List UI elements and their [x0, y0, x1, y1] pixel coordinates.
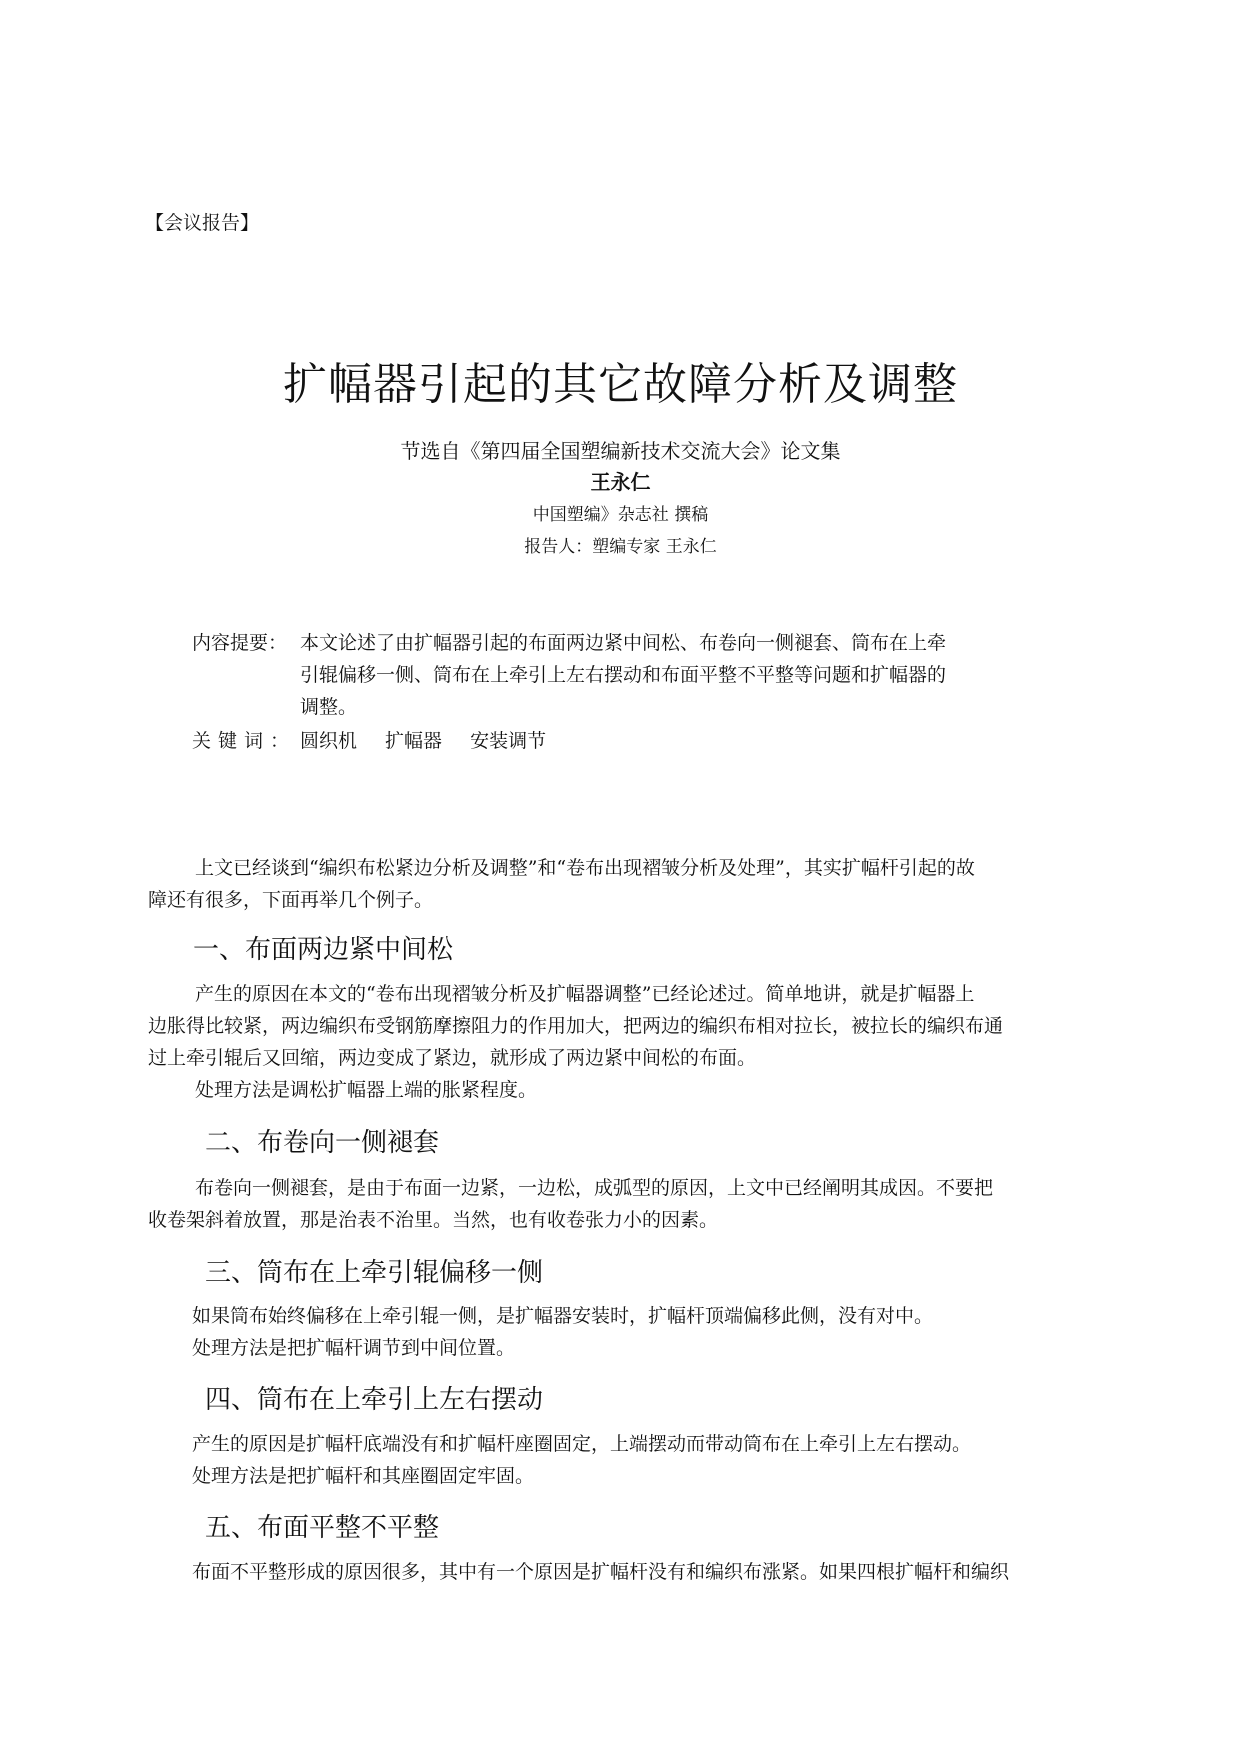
article-title: 扩幅器引起的其它故障分析及调整: [283, 359, 958, 410]
section-heading: 一、布面两边紧中间松: [193, 935, 454, 965]
abstract-label: 内容提要：: [192, 632, 288, 654]
article-source: 节选自《第四届全国塑编新技术交流大会》论文集: [400, 439, 841, 463]
body-line: 上文已经谈到“编织布松紧边分析及调整”和“卷布出现褶皱分析及处理”，其实扩幅杆引起的故: [195, 857, 975, 879]
reporter: 报告人：塑编专家 王永仁: [524, 537, 717, 557]
body-line: 布卷向一侧褪套，是由于布面一边紧，一边松，成弧型的原因，上文中已经阐明其成因。不要把: [195, 1177, 994, 1199]
author-name: 王永仁: [590, 470, 651, 494]
body-line: 处理方法是把扩幅杆和其座圈固定牢固。: [192, 1465, 535, 1487]
keywords-label: 关键词：: [192, 730, 297, 752]
section-heading: 五、布面平整不平整: [205, 1513, 440, 1543]
abstract-line: 本文论述了由扩幅器引起的布面两边紧中间松、布卷向一侧褪套、筒布在上牵: [300, 632, 947, 654]
body-line: 如果筒布始终偏移在上牵引辊一侧，是扩幅器安装时，扩幅杆顶端偏移此侧，没有对中。: [192, 1305, 934, 1327]
section-heading: 二、布卷向一侧褪套: [205, 1128, 440, 1158]
body-line: 布面不平整形成的原因很多，其中有一个原因是扩幅杆没有和编织布涨紧。如果四根扩幅杆和编织: [192, 1561, 1010, 1583]
body-line: 障还有很多，下面再举几个例子。: [148, 889, 434, 911]
abstract-line: 调整。: [300, 696, 358, 718]
body-line: 产生的原因是扩幅杆底端没有和扩幅杆座圈固定，上端摆动而带动筒布在上牵引上左右摆动。: [192, 1433, 972, 1455]
report-category-tag: 【会议报告】: [145, 212, 260, 234]
body-line: 过上牵引辊后又回缩，两边变成了紧边，就形成了两边紧中间松的布面。: [148, 1047, 757, 1069]
abstract-line: 引辊偏移一侧、筒布在上牵引上左右摆动和布面平整不平整等问题和扩幅器的: [300, 664, 947, 686]
organization: 中国塑编》杂志社 撰稿: [532, 505, 709, 525]
section-heading: 三、筒布在上牵引辊偏移一侧: [205, 1258, 544, 1288]
body-line: 处理方法是把扩幅杆调节到中间位置。: [192, 1337, 516, 1359]
body-line: 处理方法是调松扩幅器上端的胀紧程度。: [195, 1079, 538, 1101]
keywords-text: 圆织机 扩幅器 安装调节: [300, 730, 547, 752]
body-line: 收卷架斜着放置，那是治表不治里。当然，也有收卷张力小的因素。: [148, 1209, 719, 1231]
body-line: 产生的原因在本文的“卷布出现褶皱分析及扩幅器调整”已经论述过。简单地讲，就是扩幅器上: [195, 983, 975, 1005]
body-line: 边胀得比较紧，两边编织布受钢筋摩擦阻力的作用加大，把两边的编织布相对拉长，被拉长的编织布通: [148, 1015, 1004, 1037]
section-heading: 四、筒布在上牵引上左右摆动: [205, 1385, 544, 1415]
